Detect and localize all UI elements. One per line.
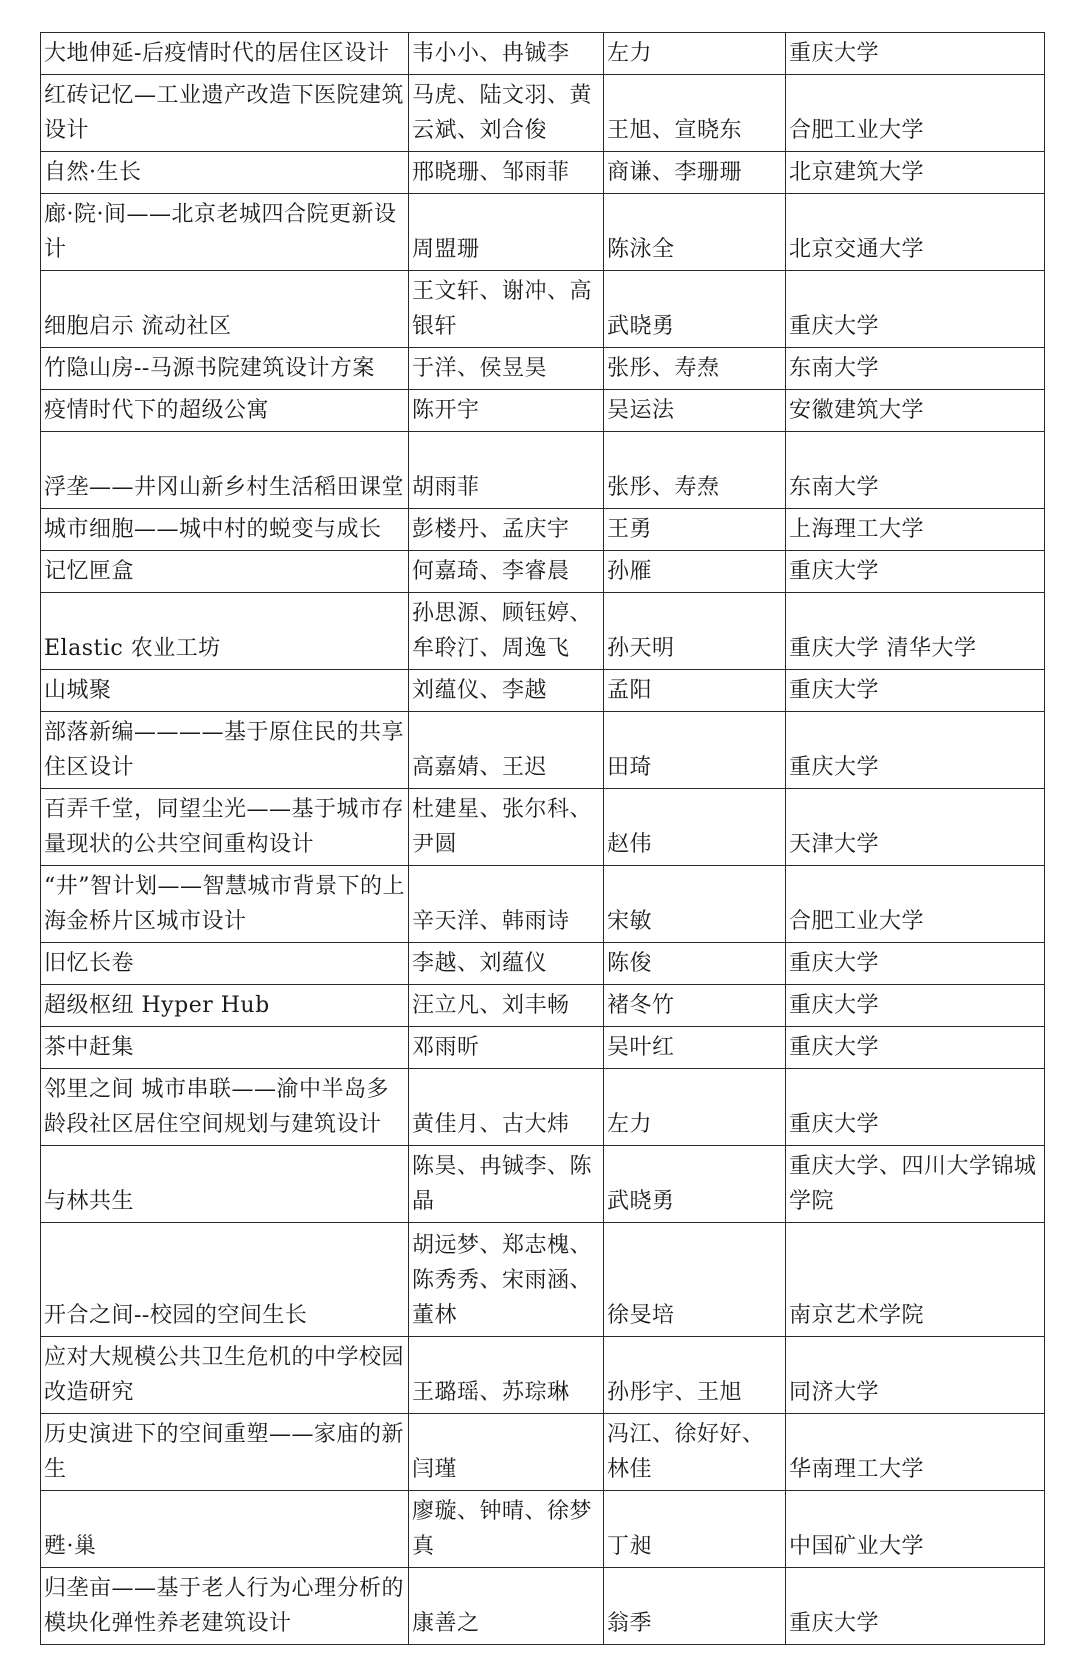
table-row — [41, 593, 1045, 670]
project-title-cell: 红砖记忆—工业遗产改造下医院建筑设计 — [41, 75, 409, 152]
university-cell: 中国矿业大学 — [786, 1491, 1045, 1568]
project-title-cell: 大地伸延-后疫情时代的居住区设计 — [41, 33, 409, 75]
advisor-cell: 商谦、李珊珊 — [604, 152, 786, 194]
advisor-cell: 张彤、寿焘 — [604, 432, 786, 509]
university-cell: 北京交通大学 — [786, 194, 1045, 271]
university-cell: 东南大学 — [786, 432, 1045, 509]
project-title-cell: 部落新编————基于原住民的共享住区设计 — [41, 712, 409, 789]
advisor-cell: 王旭、宣晓东 — [604, 75, 786, 152]
table-row — [41, 789, 1045, 866]
advisor-cell: 吴叶红 — [604, 1027, 786, 1069]
authors-cell: 高嘉婧、王迟 — [409, 712, 604, 789]
table-row — [41, 1414, 1045, 1491]
university-cell: 重庆大学 — [786, 712, 1045, 789]
university-cell: 重庆大学 — [786, 985, 1045, 1027]
project-title-cell: Elastic 农业工坊 — [41, 593, 409, 670]
project-title-cell: 浮垄——井冈山新乡村生活稻田课堂 — [41, 432, 409, 509]
authors-cell: 于洋、侯昱昊 — [409, 348, 604, 390]
advisor-cell: 孙雁 — [604, 551, 786, 593]
authors-cell: 邓雨昕 — [409, 1027, 604, 1069]
table-row — [41, 1146, 1045, 1223]
table-row — [41, 390, 1045, 432]
table-row — [41, 509, 1045, 551]
table-row — [41, 943, 1045, 985]
advisor-cell: 丁昶 — [604, 1491, 786, 1568]
advisor-cell: 孙彤宇、王旭 — [604, 1337, 786, 1414]
project-title-cell: 旧忆长卷 — [41, 943, 409, 985]
advisor-cell: 陈泳全 — [604, 194, 786, 271]
table-row — [41, 1491, 1045, 1568]
table-row — [41, 348, 1045, 390]
project-title-cell: 邻里之间 城市串联——渝中半岛多龄段社区居住空间规划与建筑设计 — [41, 1069, 409, 1146]
university-cell: 重庆大学 — [786, 1568, 1045, 1645]
table-row — [41, 1069, 1045, 1146]
advisor-cell: 武晓勇 — [604, 271, 786, 348]
university-cell: 同济大学 — [786, 1337, 1045, 1414]
authors-cell: 何嘉琦、李睿晨 — [409, 551, 604, 593]
table-row — [41, 271, 1045, 348]
project-title-cell: 山城聚 — [41, 670, 409, 712]
university-cell: 重庆大学 — [786, 670, 1045, 712]
university-cell: 安徽建筑大学 — [786, 390, 1045, 432]
authors-cell: 韦小小、冉铖李 — [409, 33, 604, 75]
university-cell: 重庆大学 — [786, 33, 1045, 75]
advisor-cell: 田琦 — [604, 712, 786, 789]
project-title-cell: 甦·巢 — [41, 1491, 409, 1568]
university-cell: 合肥工业大学 — [786, 75, 1045, 152]
authors-cell: 汪立凡、刘丰畅 — [409, 985, 604, 1027]
authors-cell: 闫瑾 — [409, 1414, 604, 1491]
authors-cell: 孙思源、顾钰婷、牟聆汀、周逸飞 — [409, 593, 604, 670]
project-title-cell: 竹隐山房--马源书院建筑设计方案 — [41, 348, 409, 390]
authors-cell: 黄佳月、古大炜 — [409, 1069, 604, 1146]
authors-cell: 胡远梦、郑志槐、陈秀秀、宋雨涵、董林 — [409, 1223, 604, 1337]
authors-cell: 廖璇、钟晴、徐梦真 — [409, 1491, 604, 1568]
table-row — [41, 432, 1045, 509]
table-row — [41, 152, 1045, 194]
authors-cell: 李越、刘蕴仪 — [409, 943, 604, 985]
project-title-cell: 城市细胞——城中村的蜕变与成长 — [41, 509, 409, 551]
table-row — [41, 194, 1045, 271]
university-cell: 重庆大学 — [786, 271, 1045, 348]
advisor-cell: 左力 — [604, 33, 786, 75]
university-cell: 重庆大学 — [786, 1069, 1045, 1146]
table-row — [41, 75, 1045, 152]
project-title-cell: 归垄亩——基于老人行为心理分析的模块化弹性养老建筑设计 — [41, 1568, 409, 1645]
authors-cell: 王璐瑶、苏琮琳 — [409, 1337, 604, 1414]
advisor-cell: 武晓勇 — [604, 1146, 786, 1223]
advisor-cell: 张彤、寿焘 — [604, 348, 786, 390]
advisor-cell: 冯江、徐好好、林佳 — [604, 1414, 786, 1491]
authors-cell: 陈昊、冉铖李、陈晶 — [409, 1146, 604, 1223]
project-title-cell: 疫情时代下的超级公寓 — [41, 390, 409, 432]
project-title-cell: 超级枢纽 Hyper Hub — [41, 985, 409, 1027]
university-cell: 天津大学 — [786, 789, 1045, 866]
project-title-cell: 廊·院·间——北京老城四合院更新设计 — [41, 194, 409, 271]
project-title-cell: 历史演进下的空间重塑——家庙的新生 — [41, 1414, 409, 1491]
authors-cell: 王文轩、谢冲、高银轩 — [409, 271, 604, 348]
authors-cell: 邢晓珊、邹雨菲 — [409, 152, 604, 194]
project-title-cell: 应对大规模公共卫生危机的中学校园改造研究 — [41, 1337, 409, 1414]
advisor-cell: 左力 — [604, 1069, 786, 1146]
project-table — [40, 32, 1045, 1645]
university-cell: 南京艺术学院 — [786, 1223, 1045, 1337]
university-cell: 上海理工大学 — [786, 509, 1045, 551]
university-cell: 东南大学 — [786, 348, 1045, 390]
project-title-cell: 茶中赶集 — [41, 1027, 409, 1069]
authors-cell: 彭楼丹、孟庆宇 — [409, 509, 604, 551]
advisor-cell: 吴运法 — [604, 390, 786, 432]
table-row — [41, 551, 1045, 593]
project-title-cell: 记忆匣盒 — [41, 551, 409, 593]
advisor-cell: 赵伟 — [604, 789, 786, 866]
authors-cell: 康善之 — [409, 1568, 604, 1645]
advisor-cell: 孙天明 — [604, 593, 786, 670]
authors-cell: 刘蕴仪、李越 — [409, 670, 604, 712]
authors-cell: 胡雨菲 — [409, 432, 604, 509]
authors-cell: 陈开宇 — [409, 390, 604, 432]
authors-cell: 周盟珊 — [409, 194, 604, 271]
project-title-cell: 百弄千堂，同望尘光——基于城市存量现状的公共空间重构设计 — [41, 789, 409, 866]
table-row — [41, 866, 1045, 943]
advisor-cell: 褚冬竹 — [604, 985, 786, 1027]
authors-cell: 马虎、陆文羽、黄云斌、刘合俊 — [409, 75, 604, 152]
university-cell: 重庆大学 — [786, 1027, 1045, 1069]
table-row — [41, 1223, 1045, 1337]
table-row — [41, 1337, 1045, 1414]
advisor-cell: 翁季 — [604, 1568, 786, 1645]
project-title-cell: 与林共生 — [41, 1146, 409, 1223]
authors-cell: 辛天洋、韩雨诗 — [409, 866, 604, 943]
university-cell: 合肥工业大学 — [786, 866, 1045, 943]
table-row — [41, 670, 1045, 712]
table-row — [41, 985, 1045, 1027]
university-cell: 重庆大学 清华大学 — [786, 593, 1045, 670]
authors-cell: 杜建星、张尔科、尹圆 — [409, 789, 604, 866]
table-row — [41, 33, 1045, 75]
advisor-cell: 徐旻培 — [604, 1223, 786, 1337]
table-row — [41, 712, 1045, 789]
university-cell: 重庆大学 — [786, 943, 1045, 985]
project-title-cell: 开合之间--校园的空间生长 — [41, 1223, 409, 1337]
project-title-cell: “井”智计划——智慧城市背景下的上海金桥片区城市设计 — [41, 866, 409, 943]
university-cell: 重庆大学 — [786, 551, 1045, 593]
project-title-cell: 细胞启示 流动社区 — [41, 271, 409, 348]
advisor-cell: 王勇 — [604, 509, 786, 551]
project-title-cell: 自然·生长 — [41, 152, 409, 194]
table-row — [41, 1027, 1045, 1069]
advisor-cell: 陈俊 — [604, 943, 786, 985]
university-cell: 重庆大学、四川大学锦城学院 — [786, 1146, 1045, 1223]
table-row — [41, 1568, 1045, 1645]
advisor-cell: 孟阳 — [604, 670, 786, 712]
advisor-cell: 宋敏 — [604, 866, 786, 943]
university-cell: 华南理工大学 — [786, 1414, 1045, 1491]
university-cell: 北京建筑大学 — [786, 152, 1045, 194]
